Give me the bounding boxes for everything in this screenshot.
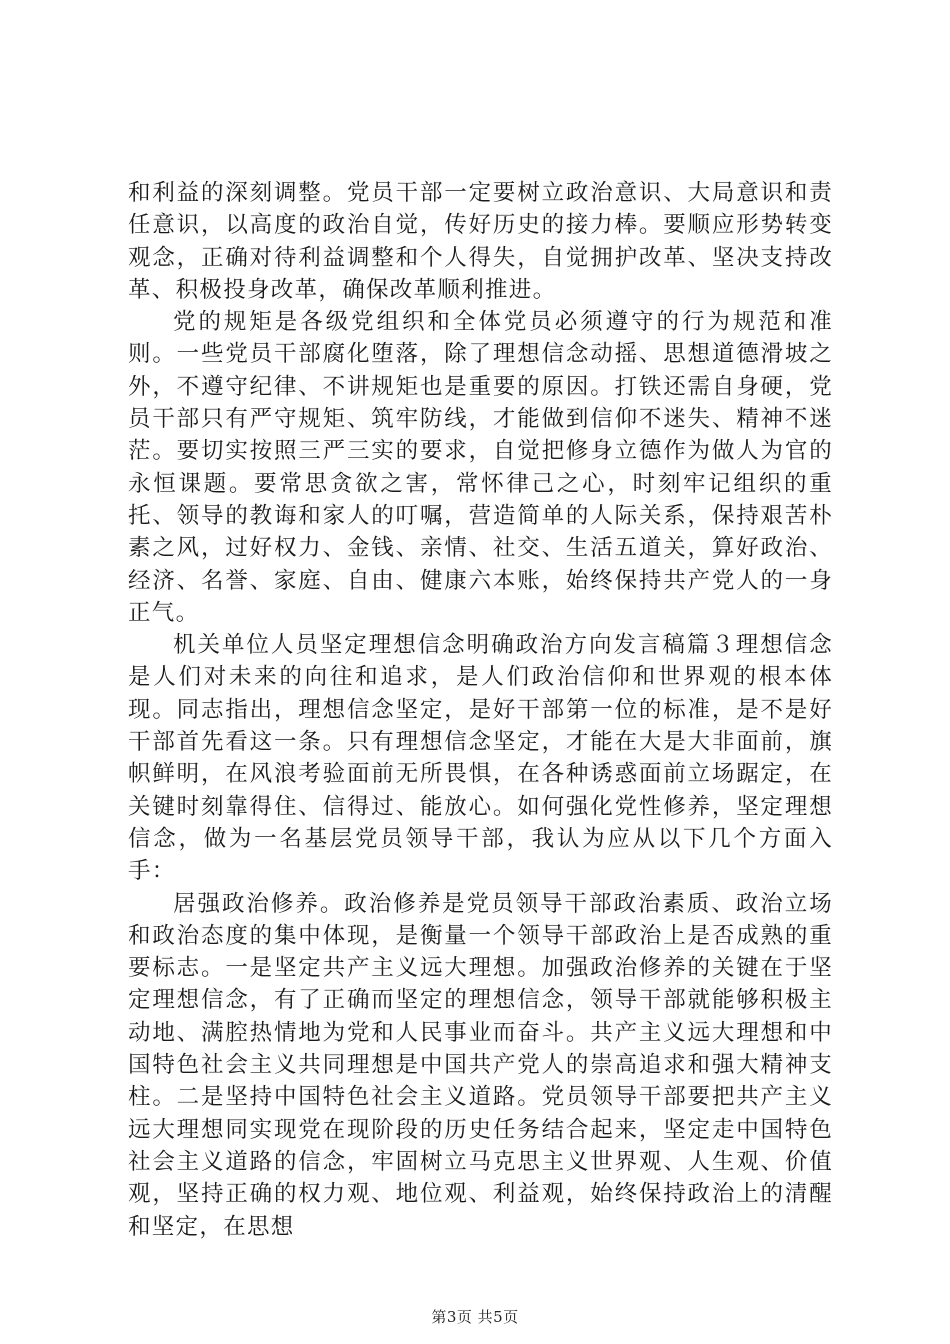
page-footer: 第3页 共5页 [431,1308,519,1326]
paragraph-4: 居强政治修养。政治修养是党员领导干部政治素质、政治立场和政治态度的集中体现，是衡量一个领导干部政治上是否成熟的重要标志。一是坚定共产主义远大理想。加强政治修养的关键在于坚定理想信念，有了正确而坚定的理想信念，领导干部就能够积极主动地、满腔热情地为党和人民事业而奋斗。共产主义远大理想和中国特色社会主义共同理想是中国共产党人的崇高追求和强大精神支柱。二是坚持中国特色社会主义道路。党员领导干部要把共产主义远大理想同实现党在现阶段的历史任务结合起来，坚定走中国特色社会主义道路的信念，牢固树立马克思主义世界观、人生观、价值观，坚持正确的权力观、地位观、利益观，始终保持政治上的清醒和坚定，在思想 [128,890,833,1240]
paragraph-1: 和利益的深刻调整。党员干部一定要树立政治意识、大局意识和责任意识，以高度的政治自觉，传好历史的接力棒。要顺应形势转变观念，正确对待利益调整和个人得失，自觉拥护改革、坚决支持改革、积极投身改革，确保改革顺利推进。 [128,180,833,303]
paragraph-2: 党的规矩是各级党组织和全体党员必须遵守的行为规范和准则。一些党员干部腐化堕落，除了理想信念动摇、思想道德滑坡之外，不遵守纪律、不讲规矩也是重要的原因。打铁还需自身硬，党员干部只有严守规矩、筑牢防线，才能做到信仰不迷失、精神不迷茫。要切实按照三严三实的要求，自觉把修身立德作为做人为官的永恒课题。要常思贪欲之害，常怀律己之心，时刻牢记组织的重托、领导的教诲和家人的叮嘱，营造简单的人际关系，保持艰苦朴素之风，过好权力、金钱、亲情、社交、生活五道关，算好政治、经济、名誉、家庭、自由、健康六本账，始终保持共产党人的一身正气。 [128,309,833,626]
paragraph-3: 机关单位人员坚定理想信念明确政治方向发言稿篇３理想信念是人们对未来的向往和追求，是人们政治信仰和世界观的根本体现。同志指出，理想信念坚定，是好干部第一位的标准，是不是好干部首先看这一条。只有理想信念坚定，才能在大是大非面前，旗帜鲜明，在风浪考验面前无所畏惧，在各种诱惑面前立场踞定，在关键时刻靠得住、信得过、能放心。如何强化党性修养，坚定理想信念，做为一名基层党员领导干部，我认为应从以下几个方面入手： [128,632,833,885]
body-text [128,177,833,1243]
